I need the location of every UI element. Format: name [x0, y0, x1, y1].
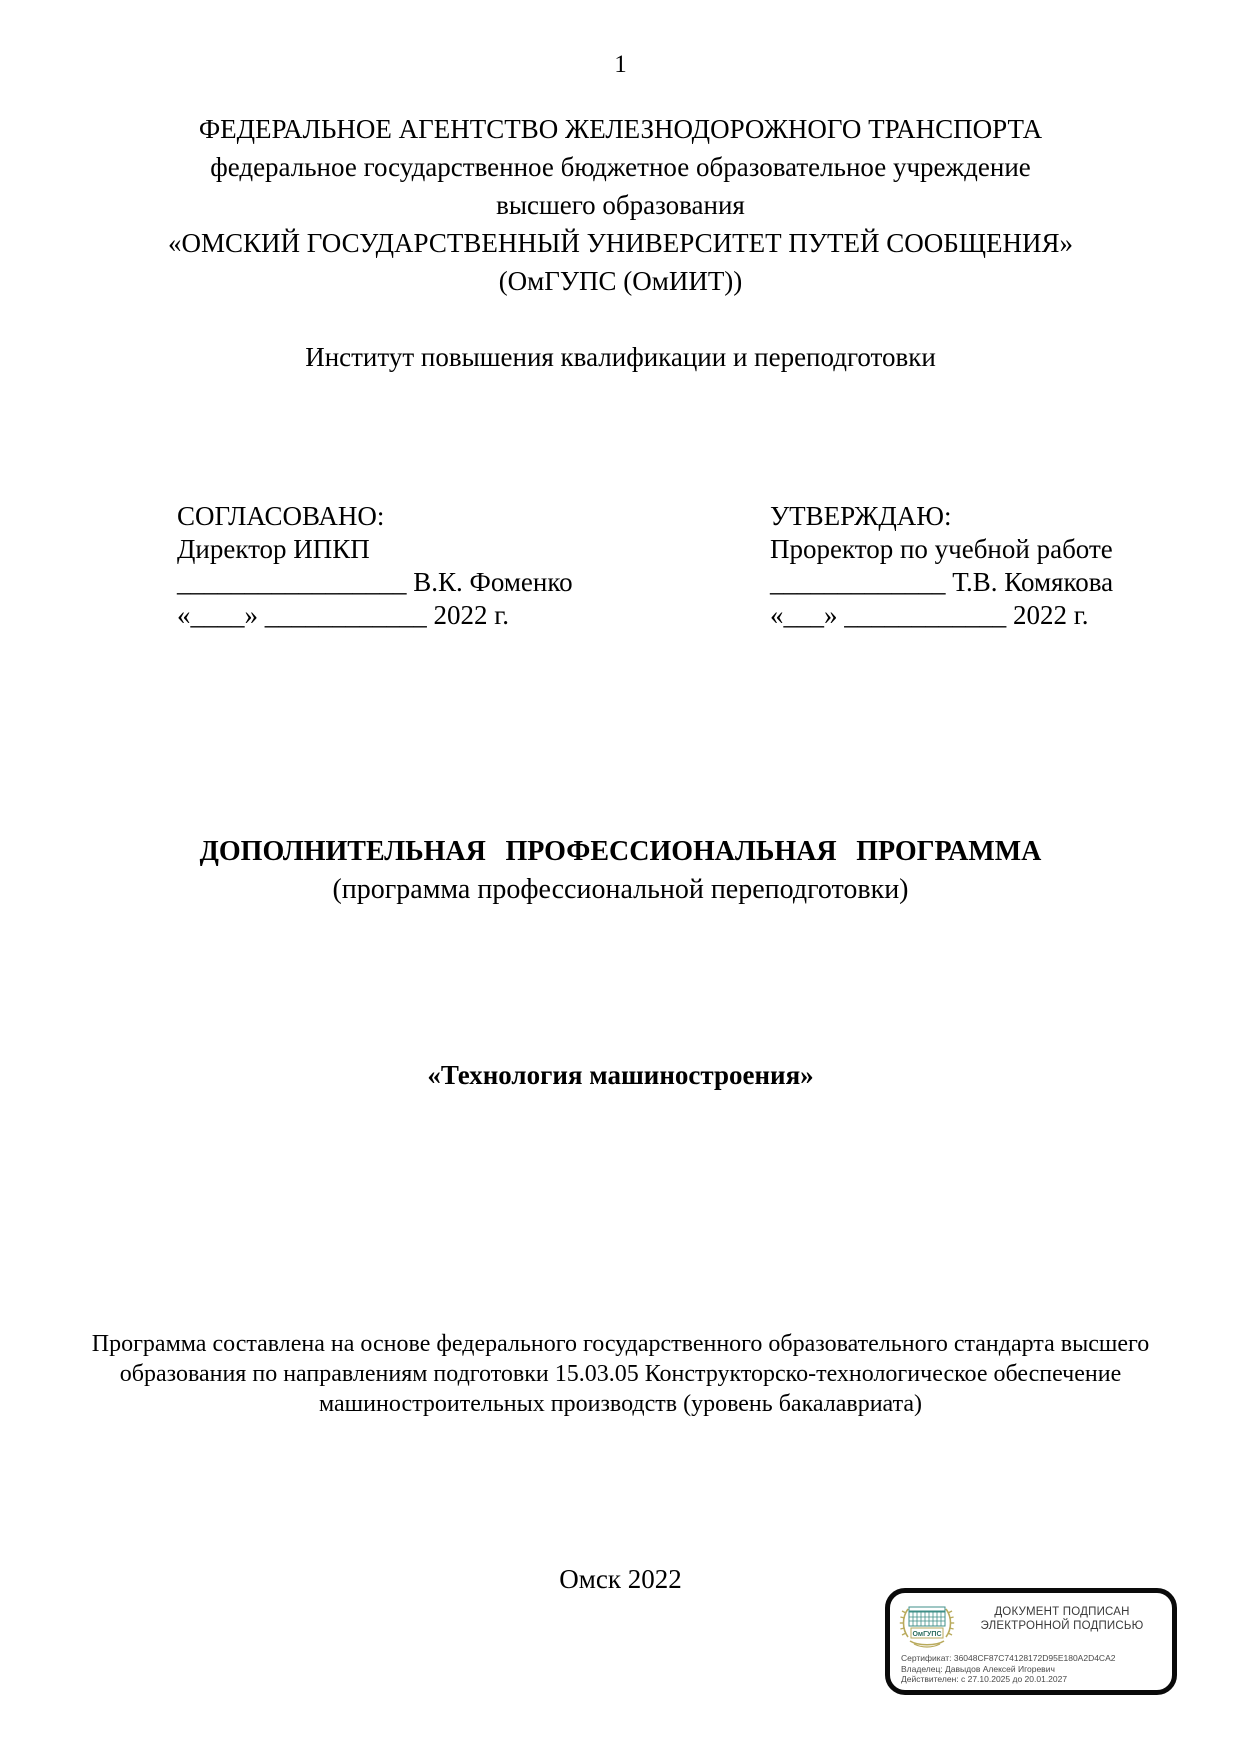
- stamp-details: [901, 1653, 1166, 1685]
- approved-role: Проректор по учебной работе: [770, 534, 1113, 564]
- stamp-validity: Действителен: с 27.10.2025 до 20.01.2027: [901, 1674, 1068, 1684]
- agreed-date-line: «____» ____________ 2022 г.: [177, 600, 510, 630]
- approval-block-agreed: [177, 500, 637, 632]
- omgups-emblem-text: ОмГУПС: [912, 1631, 942, 1638]
- header-education-level-line: высшего образования: [496, 190, 745, 220]
- document-title-block: [0, 833, 1241, 909]
- program-name: «Технология машиностроения»: [427, 1060, 814, 1090]
- omgups-emblem-icon: [898, 1601, 956, 1649]
- stamp-title-line2: ЭЛЕКТРОННОЙ ПОДПИСЬЮ: [980, 1620, 1144, 1632]
- institute-name: Институт повышения квалификации и переподготовки: [305, 342, 936, 372]
- approved-heading: УТВЕРЖДАЮ:: [770, 501, 952, 531]
- document-title: ДОПОЛНИТЕЛЬНАЯ ПРОФЕССИОНАЛЬНАЯ ПРОГРАММА: [199, 836, 1042, 867]
- stamp-title-line1: ДОКУМЕНТ ПОДПИСАН: [994, 1606, 1130, 1618]
- header-institution-line: федеральное государственное бюджетное образовательное учреждение: [210, 152, 1031, 182]
- approved-signature-line: _____________ Т.В. Комякова: [770, 567, 1114, 597]
- stamp-certificate: Сертификат: 36048CF87C74128172D95E180A2D4CA2: [901, 1653, 1116, 1663]
- header-agency-line: ФЕДЕРАЛЬНОЕ АГЕНТСТВО ЖЕЛЕЗНОДОРОЖНОГО ТРАНСПОРТА: [198, 114, 1043, 144]
- document-subtitle: (программа профессиональной переподготовки): [332, 874, 909, 905]
- agreed-heading: СОГЛАСОВАНО:: [177, 501, 385, 531]
- document-header: [0, 110, 1241, 300]
- page-number: 1: [614, 51, 627, 78]
- agreed-signature-line: _________________ В.К. Фоменко: [177, 567, 573, 597]
- electronic-signature-stamp: [885, 1588, 1177, 1695]
- approval-block-approved: [770, 500, 1170, 632]
- header-university-name-line: «ОМСКИЙ ГОСУДАРСТВЕННЫЙ УНИВЕРСИТЕТ ПУТЕЙ СООБЩЕНИЯ»: [168, 228, 1073, 258]
- stamp-owner: Владелец: Давыдов Алексей Игоревич: [901, 1663, 1055, 1674]
- city-year-line: Омск 2022: [559, 1564, 682, 1594]
- agreed-role: Директор ИПКП: [177, 534, 370, 564]
- stamp-title: [958, 1605, 1166, 1633]
- approved-date-line: «___» ____________ 2022 г.: [770, 600, 1089, 630]
- program-basis-paragraph: Программа составлена на основе федерального государственного образовательного стандарта высшего образования по направлениям подготовки 15.03.05 Конструкторско-технологическое обеспечение машиностроительных производств (уровень бакалавриата): [91, 1331, 1150, 1417]
- header-university-abbreviation-line: (ОмГУПС (ОмИИТ)): [498, 266, 743, 296]
